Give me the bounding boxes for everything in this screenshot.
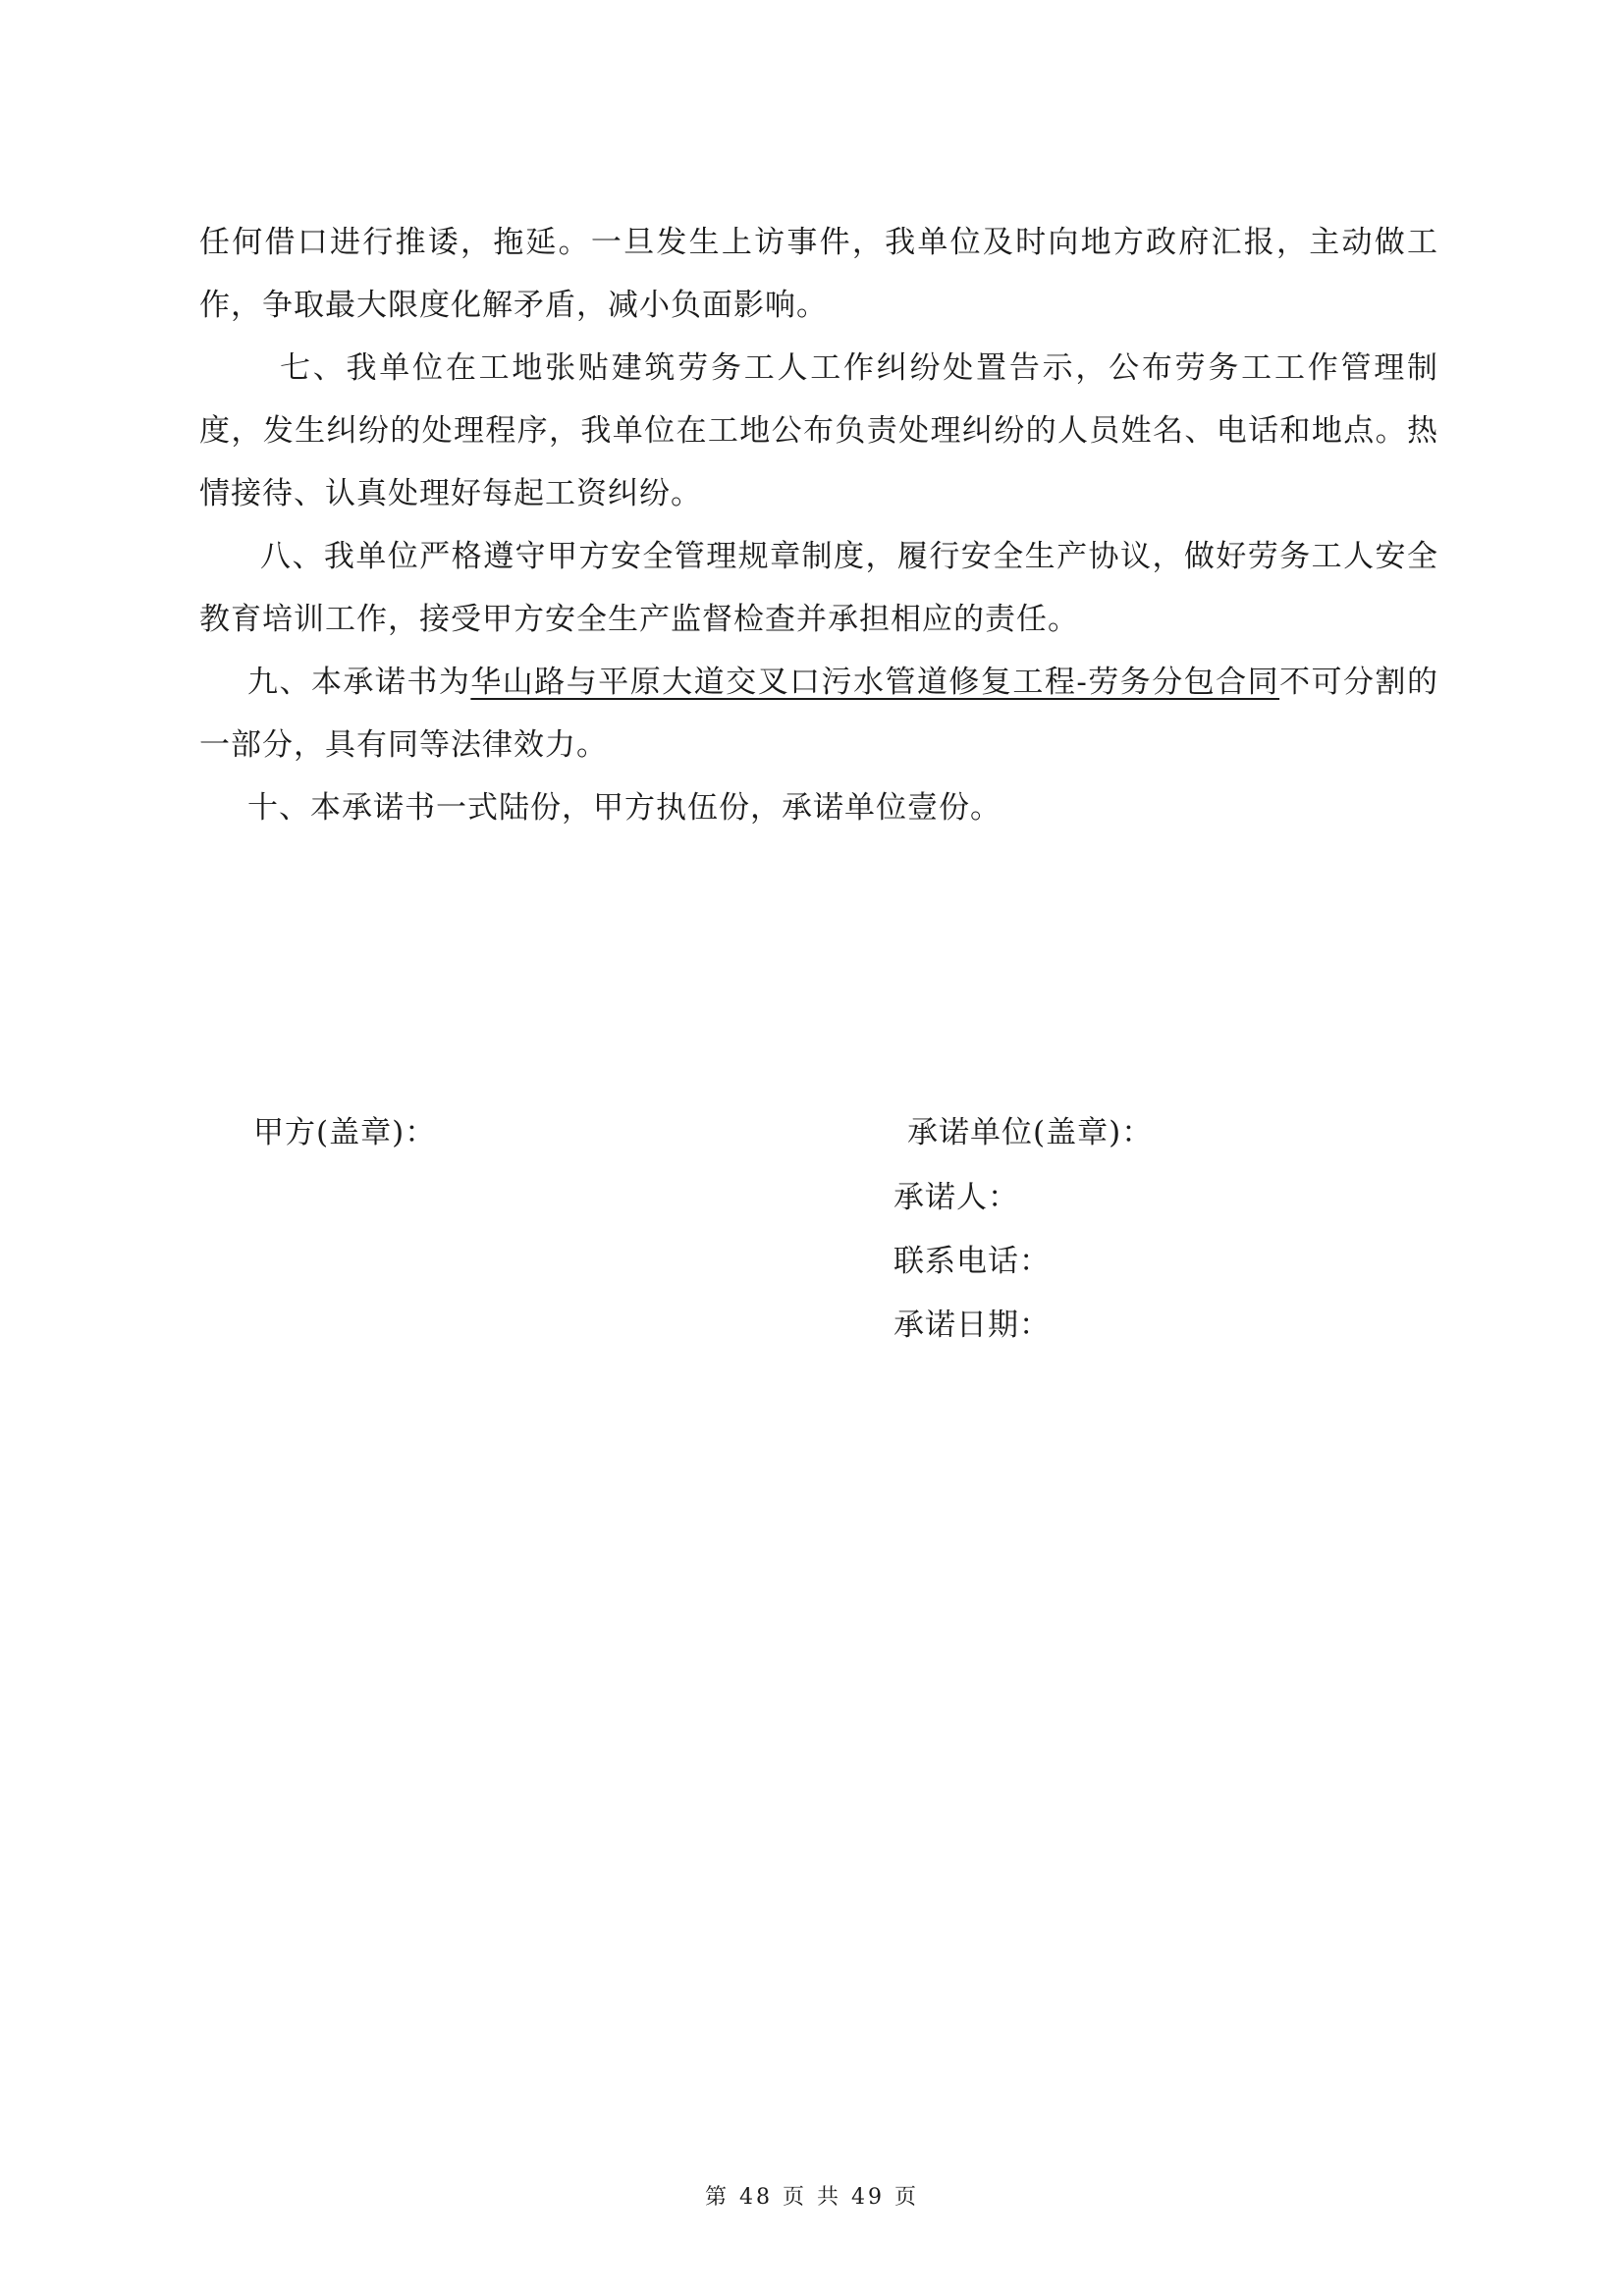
paragraph-8: 八、我单位严格遵守甲方安全管理规章制度，履行安全生产协议，做好劳务工人安全教育培训工作，接受甲方安全生产监督检查并承担相应的责任。 bbox=[199, 539, 1438, 637]
date-label: 承诺日期： bbox=[893, 1308, 1051, 1343]
paragraph-9-prefix: 九、本承诺书为 bbox=[247, 665, 471, 700]
phone-label: 联系电话： bbox=[893, 1244, 1051, 1279]
paragraph-9 bbox=[199, 651, 1438, 776]
contract-name: 华山路与平原大道交叉口污水管道修复工程-劳务分包合同 bbox=[470, 665, 1280, 700]
promisor-label: 承诺人： bbox=[893, 1180, 1019, 1215]
paragraph-continued: 任何借口进行推诿，拖延。一旦发生上访事件，我单位及时向地方政府汇报，主动做工作，争取最大限度化解矛盾，减小负面影响。 bbox=[199, 225, 1438, 323]
body-text bbox=[199, 211, 1438, 839]
page-number: 第 48 页 共 49 页 bbox=[705, 2185, 919, 2210]
paragraph-9-suffix: 不可分割的一部分，具有同等法律效力。 bbox=[199, 665, 1439, 763]
promisor-unit-seal-label: 承诺单位(盖章)： bbox=[907, 1115, 1154, 1150]
party-a-seal-label: 甲方(盖章)： bbox=[253, 1115, 437, 1150]
paragraph-7: 七、我单位在工地张贴建筑劳务工人工作纠纷处置告示，公布劳务工工作管理制度，发生纠纷的处理程序，我单位在工地公布负责处理纠纷的人员姓名、电话和地点。热情接待、认真处理好每起工资纠纷。 bbox=[199, 350, 1438, 511]
paragraph-10: 十、本承诺书一式陆份，甲方执伍份，承诺单位壹份。 bbox=[247, 790, 1001, 826]
